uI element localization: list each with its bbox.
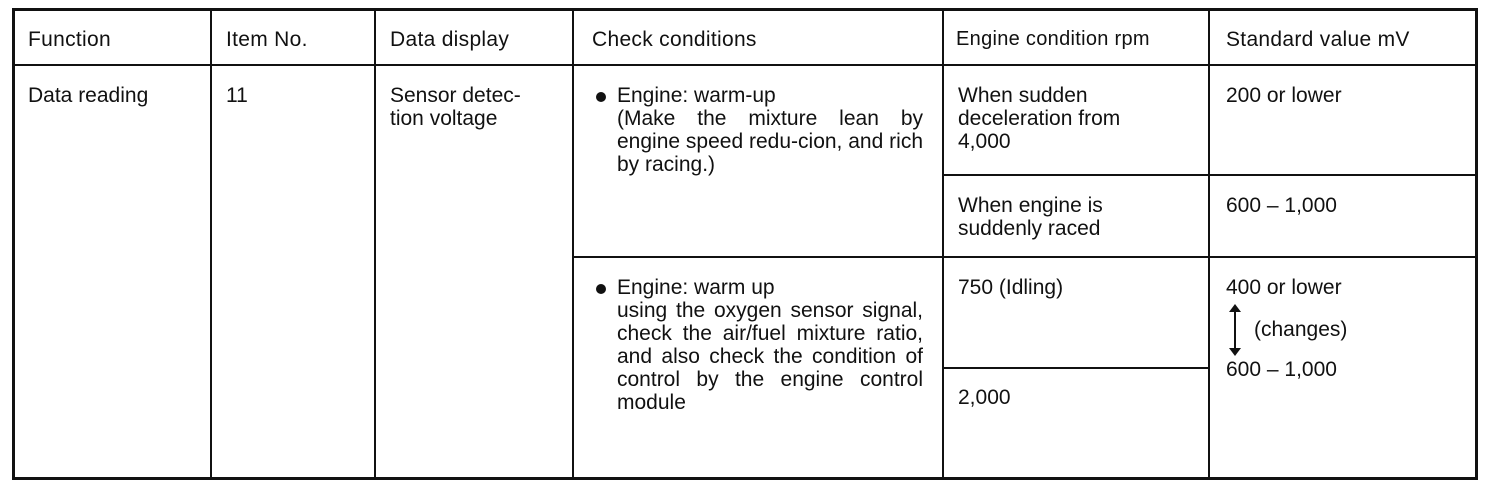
cell-function: Data reading: [28, 84, 149, 107]
bullet-icon: [596, 284, 606, 294]
header-divider: [12, 64, 1478, 66]
header-check-conditions: Check conditions: [592, 28, 757, 51]
header-standard-value: Standard value mV: [1226, 28, 1410, 51]
header-data-display: Data display: [390, 28, 510, 51]
header-item-no: Item No.: [226, 28, 308, 51]
engine-condition-1: When sudden deceleration from 4,000: [958, 84, 1121, 153]
table-border-right: [1475, 8, 1478, 480]
col-divider-1: [210, 8, 212, 480]
group-divider: [572, 256, 1478, 258]
standard-value-1: 200 or lower: [1226, 84, 1342, 107]
data-table: [12, 8, 1478, 480]
standard-value-note: (changes): [1254, 318, 1348, 341]
condition-divider-2: [942, 367, 1210, 369]
table-border-top: [12, 8, 1478, 11]
standard-value-2: 600 – 1,000: [1226, 194, 1337, 217]
cell-data-display: Sensor detec- tion voltage: [390, 84, 521, 130]
check-body-1: (Make the mixture lean by engine speed redu-cion, and rich by racing.): [617, 107, 923, 176]
engine-condition-3: 750 (Idling): [958, 276, 1064, 299]
col-divider-2: [374, 8, 376, 480]
check-title-2: Engine: warm up: [617, 276, 775, 299]
engine-condition-4: 2,000: [958, 386, 1011, 409]
bullet-icon: [596, 92, 606, 102]
header-engine-condition: Engine condition rpm: [956, 28, 1150, 50]
double-arrow-icon: [1234, 310, 1236, 350]
engine-condition-2: When engine is suddenly raced: [958, 194, 1103, 240]
table-border-left: [12, 8, 15, 480]
standard-value-bottom: 600 – 1,000: [1226, 358, 1337, 381]
col-divider-4: [942, 8, 944, 480]
header-function: Function: [28, 28, 111, 51]
check-body-2: using the oxygen sensor signal, check the air/fuel mixture ratio, and also check the condition of control by the engine control module: [617, 299, 923, 414]
cell-item-no: 11: [226, 84, 248, 107]
standard-value-top: 400 or lower: [1226, 276, 1342, 299]
check-title-1: Engine: warm-up: [617, 84, 776, 107]
col-divider-5: [1208, 8, 1210, 480]
table-border-bottom: [12, 477, 1478, 480]
col-divider-3: [572, 8, 574, 480]
condition-divider-1: [942, 174, 1478, 176]
